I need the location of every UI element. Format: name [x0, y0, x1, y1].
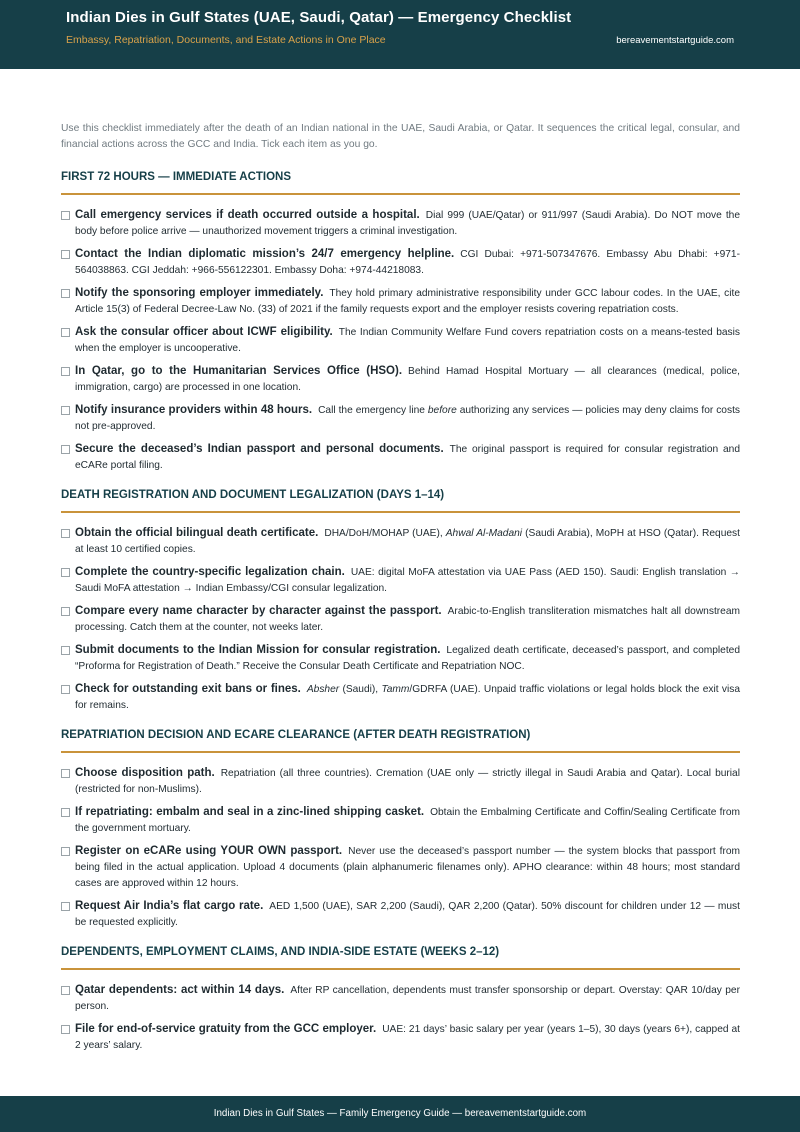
item-body-text: The original passport is required for consular registration and eCARe portal filing.: [75, 444, 741, 471]
item-title: File for end-of-service gratuity from the GCC employer.: [75, 1023, 377, 1035]
section-title: DEPENDENTS, EMPLOYMENT CLAIMS, AND INDIA-SIDE ESTATE (WEEKS 2–12): [61, 945, 740, 970]
item-body-text: They hold primary administrative responsibility under GCC labour codes. In the UAE, cite Article 15(3) of Federal Decree-Law No. (33) of 2021 if the family requests export and the employer resists covering repatriation costs.: [75, 288, 740, 315]
checkbox[interactable]: [61, 685, 70, 694]
checkbox[interactable]: [61, 769, 70, 778]
checklist-item: [61, 564, 740, 597]
item-body-text: After RP cancellation, dependents must transfer sponsorship or depart. Overstay: QAR 10/day per person.: [75, 985, 740, 1012]
checklist-section: [61, 170, 740, 474]
checklist-item: [61, 982, 740, 1015]
item-body-text: authorizing any services — policies may deny claims for costs not pre-approved.: [75, 405, 740, 432]
item-body-text: The Indian Community Welfare Fund covers repatriation costs on a means-tested basis when the employer is uncooperative.: [75, 327, 740, 354]
item-title: Compare every name character by character against the passport.: [75, 605, 442, 617]
item-title: Secure the deceased’s Indian passport and personal documents.: [75, 443, 444, 455]
page-title: Indian Dies in Gulf States (UAE, Saudi, Qatar) — Emergency Checklist: [66, 9, 572, 26]
item-body-text: UAE: digital MoFA attestation via UAE Pass (AED 150). Saudi: English translation → Saudi MoFA attestation → Indian Embassy/CGI consular legalization.: [75, 567, 740, 594]
section-title: FIRST 72 HOURS — IMMEDIATE ACTIONS: [61, 170, 740, 195]
item-title: Register on eCARe using YOUR OWN passport.: [75, 845, 343, 857]
item-body-emphasis: Ahwal Al-Madani: [445, 528, 523, 539]
intro-text: Use this checklist immediately after the death of an Indian national in the UAE, Saudi Arabia, or Qatar. It sequences the critical legal, consular, and financial actions across the GCC and India. Tick each item as you go.: [61, 123, 740, 150]
item-title: Ask the consular officer about ICWF eligibility.: [75, 326, 333, 338]
item-title: Notify insurance providers within 48 hours.: [75, 404, 313, 416]
item-body-text: (Saudi),: [339, 684, 382, 695]
item-title: In Qatar, go to the Humanitarian Services Office (HSO).: [75, 365, 403, 377]
item-title: Submit documents to the Indian Mission for consular registration.: [75, 644, 441, 656]
checklist-section: [61, 488, 740, 714]
item-title: Choose disposition path.: [75, 767, 215, 779]
checklist-sections: [61, 170, 740, 1054]
checkbox[interactable]: [61, 607, 70, 616]
checklist-section: [61, 945, 740, 1054]
item-body-text: (Saudi Arabia), MoPH at HSO (Qatar). Request at least 10 certified copies.: [75, 528, 740, 555]
checkbox[interactable]: [61, 250, 70, 259]
checkbox[interactable]: [61, 289, 70, 298]
checklist-item: [61, 246, 740, 279]
item-title: Notify the sponsoring employer immediately.: [75, 287, 324, 299]
item-title: Qatar dependents: act within 14 days.: [75, 984, 285, 996]
checkbox[interactable]: [61, 902, 70, 911]
checkbox[interactable]: [61, 646, 70, 655]
item-title: Complete the country-specific legalization chain.: [75, 566, 345, 578]
checklist-item: [61, 402, 740, 435]
checkbox[interactable]: [61, 529, 70, 538]
item-body-text: Behind Hamad Hospital Mortuary — all clearances (medical, police, immigration, cargo) are processed in one location.: [75, 366, 740, 393]
checkbox[interactable]: [61, 367, 70, 376]
item-body-text: CGI Dubai: +971-507347676. Embassy Abu Dhabi: +971-564038863. CGI Jeddah: +966-556122301. Embassy Doha: +974-44218083.: [75, 249, 740, 276]
item-title: Contact the Indian diplomatic mission’s 24/7 emergency helpline.: [75, 248, 455, 260]
item-body-text: Repatriation (all three countries). Cremation (UAE only — strictly illegal in Saudi Arabia and Qatar). Local burial (restricted for non-Muslims).: [75, 768, 740, 795]
checklist-item: [61, 804, 740, 837]
checklist-section: [61, 728, 740, 931]
item-title: If repatriating: embalm and seal in a zinc-lined shipping casket.: [75, 806, 425, 818]
header-site-link[interactable]: bereavementstartguide.com: [616, 35, 734, 46]
item-title: Call emergency services if death occurred outside a hospital.: [75, 209, 420, 221]
checklist-item: [61, 324, 740, 357]
checklist-item: [61, 1021, 740, 1054]
checkbox[interactable]: [61, 328, 70, 337]
item-title: Request Air India’s flat cargo rate.: [75, 900, 264, 912]
checklist-item: [61, 603, 740, 636]
checklist-item: [61, 681, 740, 714]
item-body-text: Dial 999 (UAE/Qatar) or 911/997 (Saudi Arabia). Do NOT move the body before police arrive — unauthorized movement triggers a criminal investigation.: [75, 210, 740, 237]
item-body-emphasis: before: [427, 405, 457, 416]
checkbox[interactable]: [61, 568, 70, 577]
checklist-item: [61, 765, 740, 798]
page-header: [0, 0, 800, 69]
item-body-text: /GDRFA (UAE). Unpaid traffic violations or legal holds block the exit visa for remains.: [75, 684, 740, 711]
checklist-item: [61, 441, 740, 474]
checkbox[interactable]: [61, 445, 70, 454]
item-body-text: Never use the deceased’s passport number — the system blocks that passport from being filed in the actual application. Upload 4 documents (plain alphanumeric filenames only). APHO clearance: within 48 hours; most standard cases are approved within 12 hours.: [75, 846, 740, 889]
checklist-item: [61, 843, 740, 892]
checkbox[interactable]: [61, 986, 70, 995]
item-body-emphasis: Absher: [306, 684, 340, 695]
item-title: Check for outstanding exit bans or fines.: [75, 683, 301, 695]
checklist-item: [61, 285, 740, 318]
checkbox[interactable]: [61, 847, 70, 856]
checklist-content: [61, 121, 740, 1068]
item-body-text: Arabic-to-English transliteration mismatches halt all downstream processing. Catch them at the counter, not weeks later.: [75, 606, 740, 633]
item-body-text: AED 1,500 (UAE), SAR 2,200 (Saudi), QAR 2,200 (Qatar). 50% discount for children under 12 — must be requested explicitly.: [75, 901, 740, 928]
item-body-emphasis: Tamm: [381, 684, 410, 695]
item-body-text: Call the emergency line: [318, 405, 428, 416]
checkbox[interactable]: [61, 1025, 70, 1034]
page-subtitle: Embassy, Repatriation, Documents, and Estate Actions in One Place: [66, 34, 386, 46]
item-title: Obtain the official bilingual death certificate.: [75, 527, 319, 539]
checkbox[interactable]: [61, 406, 70, 415]
checklist-item: [61, 207, 740, 240]
checkbox[interactable]: [61, 808, 70, 817]
item-body-text: UAE: 21 days’ basic salary per year (years 1–5), 30 days (years 6+), capped at 2 years’ salary.: [75, 1024, 740, 1051]
section-title: DEATH REGISTRATION AND DOCUMENT LEGALIZATION (DAYS 1–14): [61, 488, 740, 513]
checklist-item: [61, 525, 740, 558]
checklist-item: [61, 642, 740, 675]
checkbox[interactable]: [61, 211, 70, 220]
checklist-item: [61, 898, 740, 931]
item-body-text: DHA/DoH/MOHAP (UAE),: [324, 528, 446, 539]
checklist-item: [61, 363, 740, 396]
page-footer: Indian Dies in Gulf States — Family Emergency Guide — bereavementstartguide.com: [0, 1096, 800, 1132]
section-title: REPATRIATION DECISION AND ECARE CLEARANCE (AFTER DEATH REGISTRATION): [61, 728, 740, 753]
item-body-text: Obtain the Embalming Certificate and Coffin/Sealing Certificate from the government mortuary.: [75, 807, 740, 834]
item-body-text: Legalized death certificate, deceased’s passport, and completed “Proforma for Registration of Death.” Receive the Consular Death Certificate and Repatriation NOC.: [75, 645, 740, 672]
